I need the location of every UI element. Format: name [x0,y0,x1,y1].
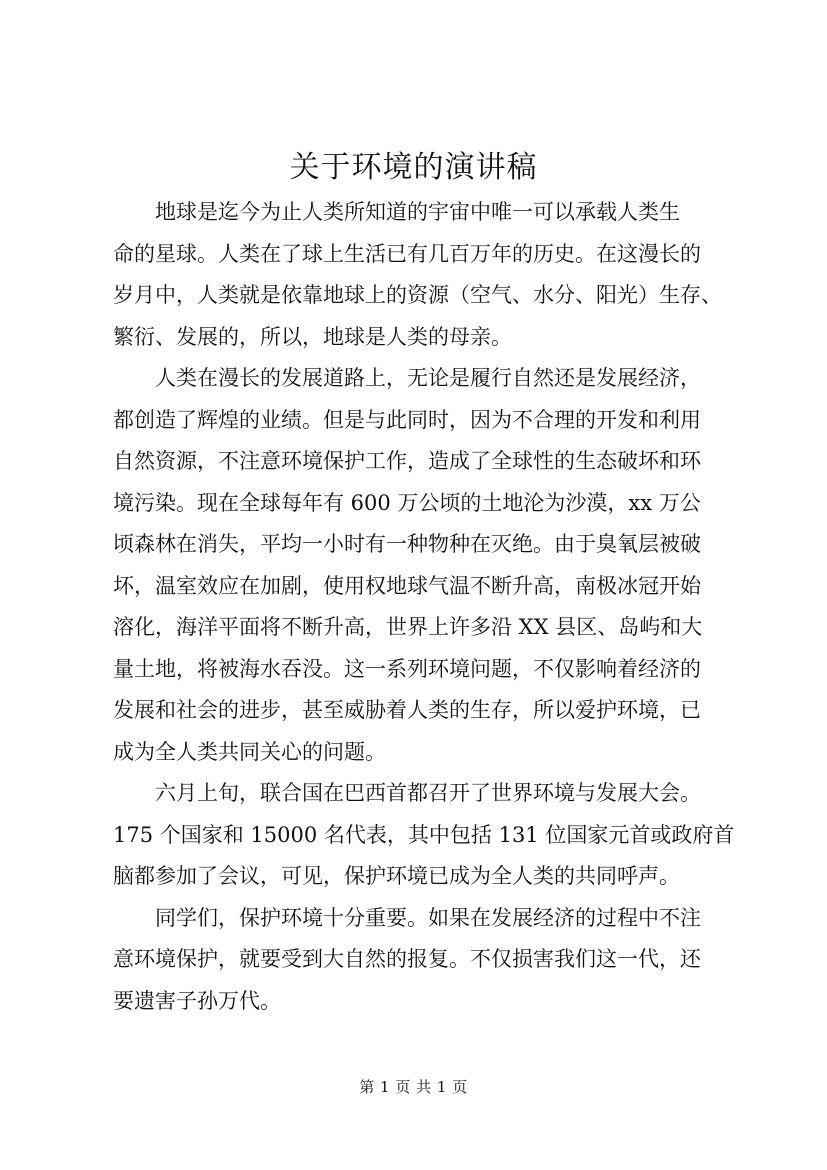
paragraph-line: 175 个国家和 15000 名代表，其中包括 131 位国家元首或政府首 [113,822,735,847]
paragraph-line: 地球是迄今为止人类所知道的宇宙中唯一可以承载人类生 [155,200,680,224]
page-number-footer: 第 1 页 共 1 页 [359,1078,468,1096]
paragraph-line: 坏，温室效应在加剧，使用权地球气温不断升高，南极冰冠开始 [113,573,701,598]
paragraph [113,358,719,773]
paragraph [113,773,735,898]
paragraph-line: 人类在漫长的发展道路上，无论是履行自然还是发展经济， [155,366,701,390]
document-title: 关于环境的演讲稿 [289,150,538,185]
document-body [113,192,735,1022]
paragraph-line: 同学们，保护环境十分重要。如果在发展经济的过程中不注 [155,905,701,930]
paragraph-line: 溶化，海洋平面将不断升高，世界上许多沿 XX 县区、岛屿和大 [113,615,703,639]
paragraph-line: 境污染。现在全球每年有 600 万公顷的土地沦为沙漠，xx 万公 [113,490,701,515]
paragraph-line: 繁衍、发展的，所以，地球是人类的母亲。 [113,324,512,349]
paragraph-line: 都创造了辉煌的业绩。但是与此同时，因为不合理的开发和利用 [113,407,701,432]
paragraph [113,898,719,1023]
paragraph-line: 量土地，将被海水吞没。这一系列环境问题，不仅影响着经济的 [113,656,701,681]
paragraph-line: 脑都参加了会议，可见，保护环境已成为全人类的共同呼声。 [113,864,680,888]
paragraph-line: 六月上旬，联合国在巴西首都召开了世界环境与发展大会。 [155,781,701,805]
paragraph-line: 岁月中，人类就是依靠地球上的资源（空气、水分、阳光）生存、 [113,283,722,307]
paragraph-line: 要遗害子孙万代。 [113,988,281,1013]
paragraph [113,192,722,358]
paragraph-line: 命的星球。人类在了球上生活已有几百万年的历史。在这漫长的 [113,241,701,266]
paragraph-line: 意环境保护，就要受到大自然的报复。不仅损害我们这一代，还 [113,947,701,971]
paragraph-line: 顷森林在消失，平均一小时有一种物种在灭绝。由于臭氧层被破 [113,532,701,556]
paragraph-line: 发展和社会的进步，甚至威胁着人类的生存，所以爱护环境，已 [113,698,701,722]
paragraph-line: 成为全人类共同关心的问题。 [113,739,386,764]
paragraph-line: 自然资源，不注意环境保护工作，造成了全球性的生态破坏和环 [113,449,701,473]
